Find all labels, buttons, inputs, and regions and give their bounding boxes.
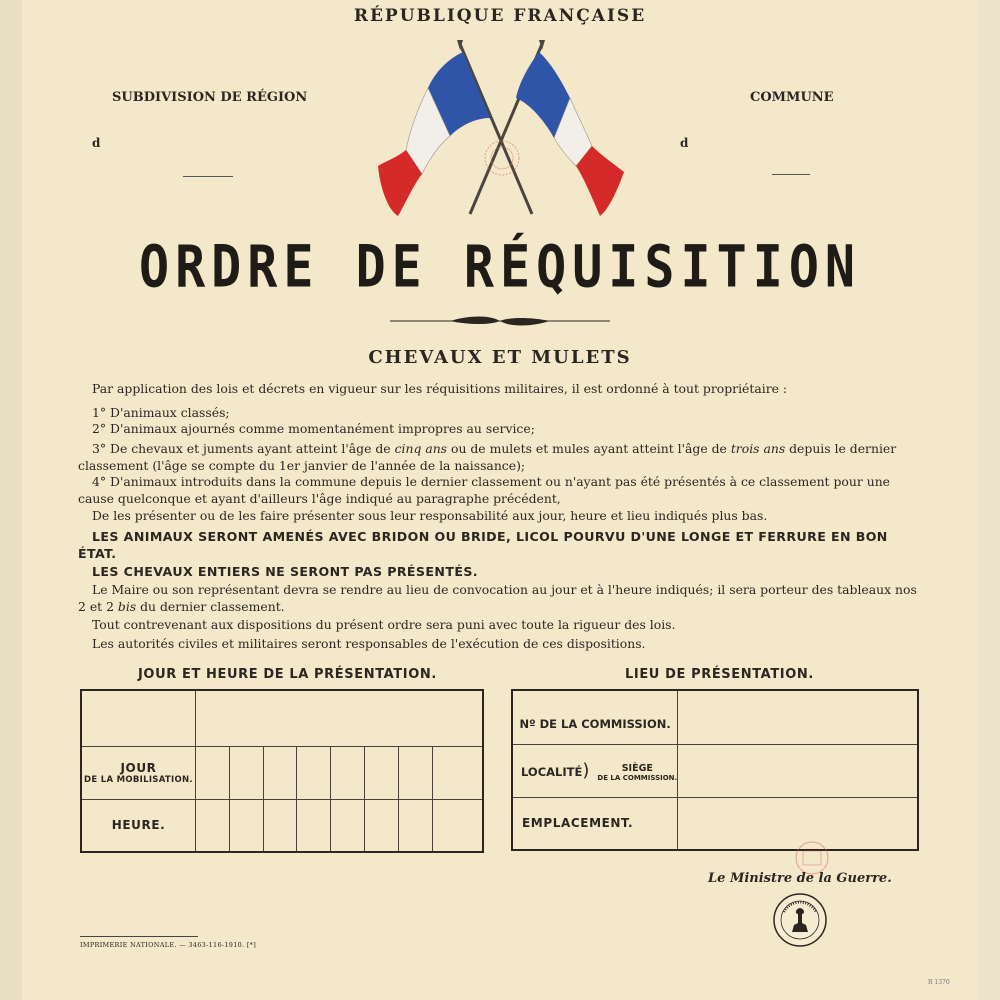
intro-paragraph: Par application des lois et décrets en vigueur sur les réquisitions militaires, il est ordonné à tout propriétaire : <box>92 381 788 396</box>
hour-cell[interactable] <box>263 799 297 852</box>
printer-imprint: IMPRIMERIE NATIONALE. — 3463-116-1910. [*] <box>80 941 257 949</box>
commission-value-cell[interactable] <box>678 690 918 745</box>
hour-cell[interactable] <box>331 799 365 852</box>
subtitle: CHEVAUX ET MULETS <box>368 347 632 368</box>
ministry-seal-icon <box>772 892 828 948</box>
hour-cell[interactable] <box>196 799 230 852</box>
imprint-rule <box>80 936 198 937</box>
day-cell[interactable] <box>365 746 399 799</box>
commission-label: Nº DE LA COMMISSION. <box>519 716 671 731</box>
heure-label: HEURE. <box>111 818 166 833</box>
commission-label-cell <box>512 690 678 745</box>
day-cell[interactable] <box>263 746 297 799</box>
item-4: 4° D'animaux introduits dans la commune depuis le dernier classement ou n'ayant pas été présentés à ce classement pour une cause quelconque et ayant d'ailleurs l'âge indiqué au paragraphe précédent, <box>78 474 891 506</box>
republique-heading: RÉPUBLIQUE FRANÇAISE <box>353 6 647 26</box>
margin-note: R 1370 <box>928 979 950 986</box>
presentation-paragraph: De les présenter ou de les faire présenter sous leur responsabilité aux jour, heure et lieu indiqués plus bas. <box>92 508 768 523</box>
siege-block <box>597 763 677 782</box>
emplacement-label-cell <box>512 797 678 850</box>
siege-sub-label: DE LA COMMISSION. <box>597 774 678 782</box>
stallion-notice: LES CHEVAUX ENTIERS NE SERONT PAS PRÉSENTÉS. <box>92 564 478 579</box>
commune-label: COMMUNE <box>750 90 834 105</box>
paper-edge-left <box>0 0 22 1000</box>
item-1: 1° D'animaux classés; <box>92 405 230 420</box>
emplacement-label: EMPLACEMENT. <box>522 816 634 831</box>
day-cell[interactable] <box>432 746 483 799</box>
commune-d-label: d <box>680 136 689 150</box>
left-table-heading: JOUR ET HEURE DE LA PRÉSENTATION. <box>138 667 437 682</box>
hour-cell[interactable] <box>365 799 399 852</box>
equipment-notice: LES ANIMAUX SERONT AMENÉS AVEC BRIDON OU BRIDE, LICOL POURVU D'UNE LONGE ET FERRURE EN BON ÉTAT. <box>78 529 888 561</box>
page-title: ORDRE DE RÉQUISITION <box>138 233 862 301</box>
day-cell[interactable] <box>229 746 263 799</box>
day-cell[interactable] <box>297 746 331 799</box>
localite-label: LOCALITÉ <box>521 765 583 779</box>
day-cell[interactable] <box>398 746 432 799</box>
minister-signature: Le Ministre de la Guerre. <box>708 871 892 886</box>
location-table <box>511 689 919 851</box>
mobilisation-label: DE LA MOBILISATION. <box>84 774 193 785</box>
jour-label: JOUR <box>120 760 157 775</box>
brace-glyph: ) <box>582 760 590 781</box>
day-cell[interactable] <box>331 746 365 799</box>
subdivision-label: SUBDIVISION DE RÉGION <box>112 90 308 105</box>
penalty-paragraph: Tout contrevenant aux dispositions du présent ordre sera puni avec toute la rigueur des lois. <box>92 617 676 632</box>
localite-value-cell[interactable] <box>678 745 918 798</box>
date-time-table <box>80 689 484 853</box>
authorities-paragraph: Les autorités civiles et militaires seront responsables de l'exécution de ces dispositions. <box>92 636 646 651</box>
day-cell[interactable] <box>196 746 230 799</box>
right-table-heading: LIEU DE PRÉSENTATION. <box>625 667 814 682</box>
hour-cell[interactable] <box>432 799 483 852</box>
blank-header-span <box>196 690 484 746</box>
localite-label-cell <box>512 745 678 798</box>
subdivision-d-label: d <box>92 136 101 150</box>
jour-label-cell <box>81 746 196 799</box>
hour-cell[interactable] <box>398 799 432 852</box>
hour-cell[interactable] <box>229 799 263 852</box>
heure-label-cell <box>81 799 196 852</box>
item-3: 3° De chevaux et juments ayant atteint l'âge de cinq ans ou de mulets et mules ayant atteint l'âge de trois ans depuis le dernier classement (l'âge se compte du 1er janvier de l'année de la naissance); <box>78 441 897 473</box>
hour-cell[interactable] <box>297 799 331 852</box>
maire-paragraph: Le Maire ou son représentant devra se rendre au lieu de convocation au jour et à l'heure indiqués; il sera porteur des tableaux nos 2 et 2 bis du dernier classement. <box>78 582 917 614</box>
item-2: 2° D'animaux ajournés comme momentanément impropres au service; <box>92 421 535 436</box>
siege-label: SIÈGE <box>621 763 653 774</box>
blank-header-cell <box>81 690 196 746</box>
paper-edge-right <box>978 0 1000 1000</box>
